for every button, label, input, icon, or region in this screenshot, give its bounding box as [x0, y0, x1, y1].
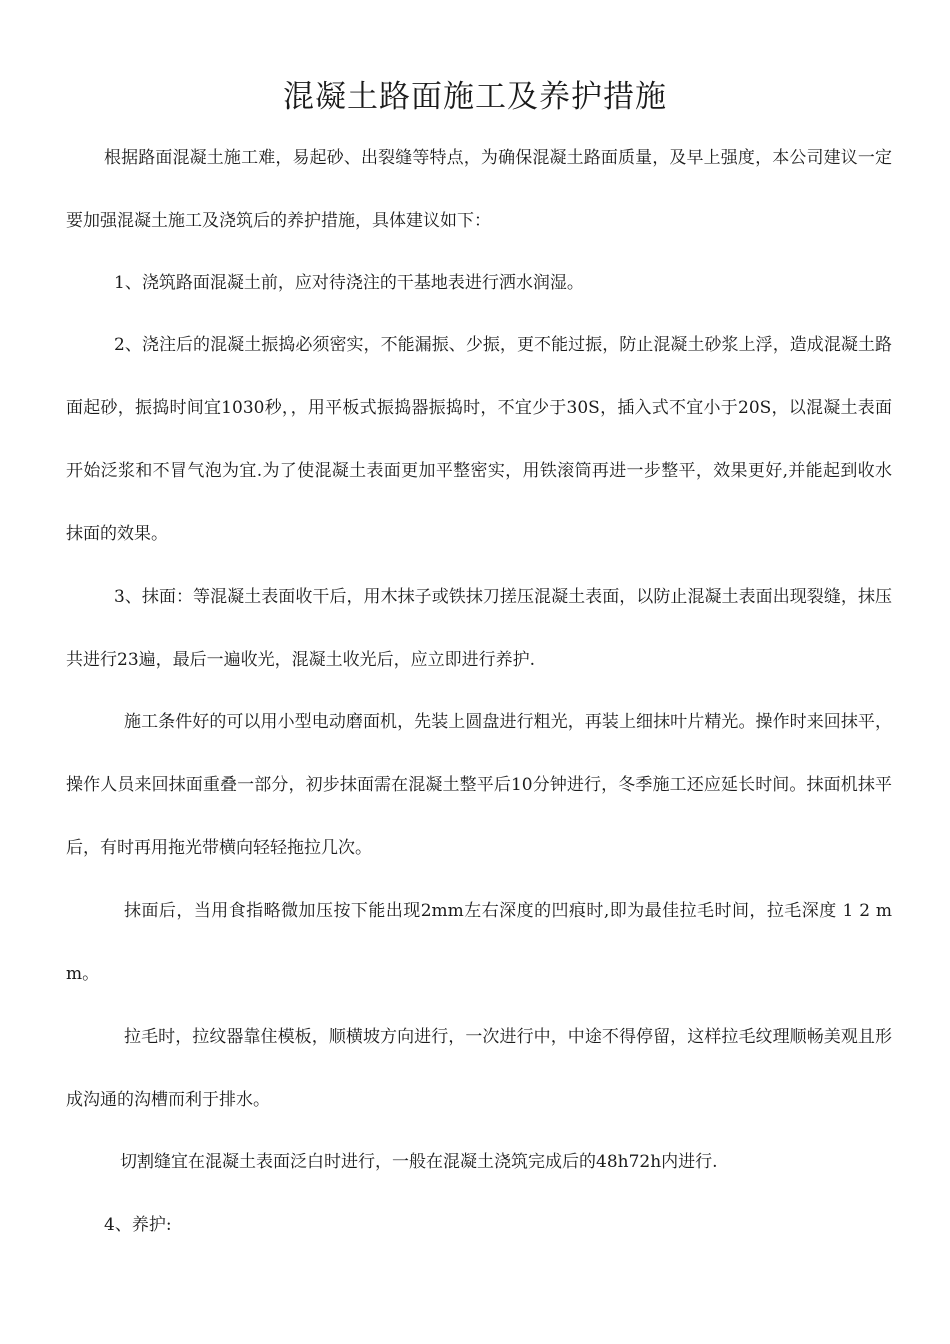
document-title: 混凝土路面施工及养护措施: [283, 79, 667, 115]
texturing-time-paragraph: 抹面后，当用食指略微加压按下能出现2mm左右深度的凹痕时,即为最佳拉毛时间，拉毛深度 1 2 mm。: [66, 901, 892, 984]
step-2-paragraph: 2、浇注后的混凝土振捣必须密实，不能漏振、少振，更不能过振，防止混凝土砂浆上浮，造成混凝土路面起砂，振捣时间宜1030秒，，用平板式振捣器振捣时，不宜少于30S，插入式不宜小于20S，以混凝土表面开始泛浆和不冒气泡为宜.为了使混凝土表面更加平整密实，用铁滚筒再进一步整平，效果更好,并能起到收水抹面的效果。: [66, 335, 892, 544]
step-3-paragraph: 3、抹面：等混凝土表面收干后，用木抹子或铁抹刀搓压混凝土表面，以防止混凝土表面出现裂缝，抹压共进行23遍，最后一遍收光，混凝土收光后，应立即进行养护.: [66, 587, 892, 670]
joint-cutting-paragraph: 切割缝宜在混凝土表面泛白时进行，一般在混凝土浇筑完成后的48h72h内进行.: [120, 1152, 718, 1172]
step-1-paragraph: 1、浇筑路面混凝土前，应对待浇注的干基地表进行洒水润湿。: [114, 273, 584, 293]
texturing-method-paragraph: 拉毛时，拉纹器靠住模板，顺横坡方向进行，一次进行中，中途不得停留，这样拉毛纹理顺畅美观且形成沟通的沟槽而利于排水。: [66, 1027, 892, 1110]
intro-paragraph: 根据路面混凝土施工难，易起砂、出裂缝等特点，为确保混凝土路面质量，及早上强度，本公司建议一定要加强混凝土施工及浇筑后的养护措施，具体建议如下：: [66, 148, 892, 231]
step-4-heading: 4、养护:: [104, 1215, 172, 1235]
machine-finishing-paragraph: 施工条件好的可以用小型电动磨面机，先装上圆盘进行粗光，再装上细抹叶片精光。操作时来回抹平，操作人员来回抹面重叠一部分，初步抹面需在混凝土整平后10分钟进行，冬季施工还应延长时间。抹面机抹平后，有时再用拖光带横向轻轻拖拉几次。: [66, 712, 892, 858]
